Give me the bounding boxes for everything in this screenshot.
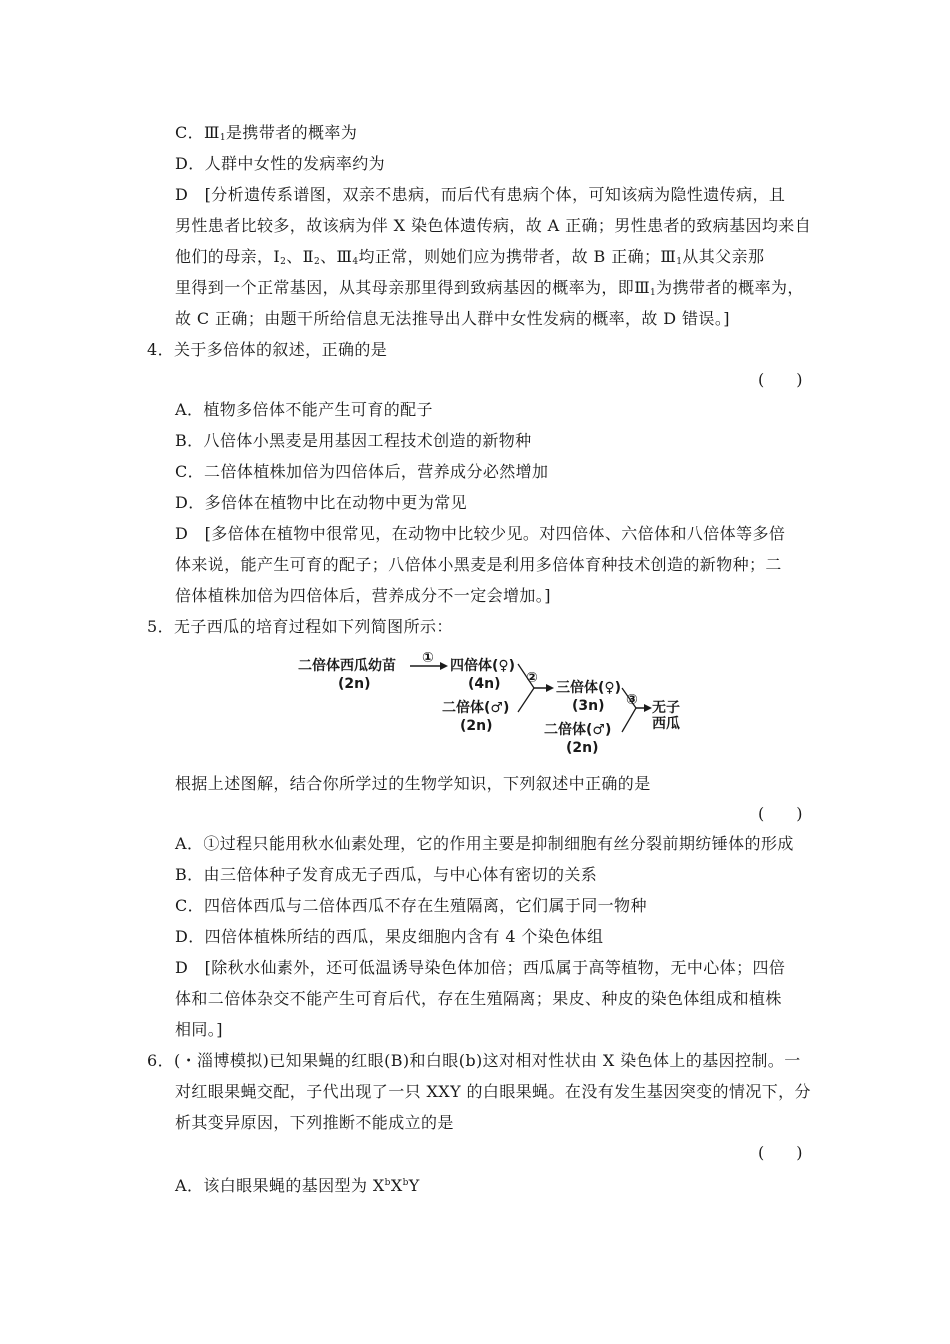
q6-stem-line-2: 对红眼果蝇交配，子代出现了一只 XXY 的白眼果蝇。在没有发生基因突变的情况下，分 bbox=[175, 1082, 811, 1101]
watermelon-breeding-diagram bbox=[290, 650, 690, 760]
diagram-arrowhead-1 bbox=[440, 662, 448, 670]
q3-answer-line-1: D [分析遗传系谱图，双亲不患病，而后代有患病个体，可知该病为隐性遗传病，且 bbox=[175, 185, 786, 204]
q3-option-d: D．人群中女性的发病率约为 bbox=[175, 154, 386, 173]
q5-answer-line-3: 相同。] bbox=[175, 1020, 223, 1039]
q3-answer-line-3: 他们的母亲，$Ⅰ_2$、$Ⅱ_2$、$Ⅲ_4$均正常，则她们应为携带者，故 B 正确；$Ⅲ_1$从其父亲那 bbox=[175, 247, 765, 267]
diagram-diploid-male-1: 二倍体(♂) bbox=[442, 700, 510, 716]
q5-answer-line-1: D [除秋水仙素外，还可低温诱导染色体加倍；西瓜属于高等植物，无中心体；四倍 bbox=[175, 958, 786, 977]
diagram-tetraploid-ploidy: (4n) bbox=[468, 676, 501, 692]
q4-option-b: B．八倍体小黑麦是用基因工程技术创造的新物种 bbox=[175, 431, 532, 450]
q3-option-c: C．$Ⅲ_1$是携带者的概率为 bbox=[175, 123, 358, 143]
diagram-step-2: ② bbox=[526, 670, 538, 686]
q3-answer-line-2: 男性患者比较多，故该病为伴 X 染色体遗传病，故 A 正确；男性患者的致病基因均来自 bbox=[175, 216, 812, 235]
diagram-result-line-1: 无子 bbox=[652, 700, 680, 716]
q3-answer-line-5: 故 C 正确；由题干所给信息无法推导出人群中女性发病的概率，故 D 错误。] bbox=[175, 309, 730, 328]
q5-option-a: A．①过程只能用秋水仙素处理，它的作用主要是抑制细胞有丝分裂前期纺锤体的形成 bbox=[175, 834, 794, 853]
q4-option-c: C．二倍体植株加倍为四倍体后，营养成分必然增加 bbox=[175, 462, 549, 481]
diagram-triploid: 三倍体(♀) bbox=[556, 680, 622, 696]
q5-answer-blank: ( ) bbox=[758, 804, 803, 823]
q4-option-d: D．多倍体在植物中比在动物中更为常见 bbox=[175, 493, 468, 512]
q5-option-d: D．四倍体植株所结的西瓜，果皮细胞内含有 4 个染色体组 bbox=[175, 927, 604, 946]
q5-option-b: B．由三倍体种子发育成无子西瓜，与中心体有密切的关系 bbox=[175, 865, 598, 884]
diagram-result-line-2: 西瓜 bbox=[652, 716, 680, 732]
q5-stem: 5．无子西瓜的培育过程如下列简图所示： bbox=[147, 617, 453, 636]
q4-answer-line-1: D [多倍体在植物中很常见，在动物中比较少见。对四倍体、六倍体和八倍体等多倍 bbox=[175, 524, 786, 543]
diagram-step-3: ③ bbox=[626, 692, 638, 708]
q4-answer-line-2: 体来说，能产生可育的配子；八倍体小黑麦是利用多倍体育种技术创造的新物种；二 bbox=[175, 555, 782, 574]
diagram-triploid-ploidy: (3n) bbox=[572, 698, 605, 714]
q4-option-a: A．植物多倍体不能产生可育的配子 bbox=[175, 400, 433, 419]
diagram-seedling-ploidy: (2n) bbox=[338, 676, 371, 692]
diagram-arrowhead-3 bbox=[644, 704, 652, 712]
diagram-diploid-male-2-ploidy: (2n) bbox=[566, 740, 599, 756]
diagram-diploid-male-1-ploidy: (2n) bbox=[460, 718, 493, 734]
diagram-tetraploid: 四倍体(♀) bbox=[450, 658, 516, 674]
q6-stem-line-1: 6．(・淄博模拟)已知果蝇的红眼(B)和白眼(b)这对相对性状由 X 染色体上的基因控制。一 bbox=[147, 1051, 801, 1070]
diagram-step-1: ① bbox=[422, 650, 434, 666]
q4-answer-line-3: 倍体植株加倍为四倍体后，营养成分不一定会增加。] bbox=[175, 586, 551, 605]
q4-answer-blank: ( ) bbox=[758, 370, 803, 389]
diagram-seedling: 二倍体西瓜幼苗 bbox=[298, 658, 396, 674]
q5-lead: 根据上述图解，结合你所学过的生物学知识，下列叙述中正确的是 bbox=[175, 774, 651, 793]
q6-stem-line-3: 析其变异原因，下列推断不能成立的是 bbox=[175, 1113, 454, 1132]
q3-answer-line-4: 里得到一个正常基因，从其母亲那里得到致病基因的概率为，即$Ⅲ_1$为携带者的概率为， bbox=[175, 278, 804, 298]
q6-option-a: A．该白眼果蝇的基因型为 $X^bX^bY$ bbox=[175, 1176, 420, 1195]
q5-answer-line-2: 体和二倍体杂交不能产生可育后代，存在生殖隔离；果皮、种皮的染色体组成和植株 bbox=[175, 989, 782, 1008]
q6-answer-blank: ( ) bbox=[758, 1143, 803, 1162]
q4-stem: 4．关于多倍体的叙述，正确的是 bbox=[147, 340, 388, 359]
diagram-diploid-male-2: 二倍体(♂) bbox=[544, 722, 612, 738]
diagram-arrowhead-2 bbox=[546, 684, 554, 692]
q5-option-c: C．四倍体西瓜与二倍体西瓜不存在生殖隔离，它们属于同一物种 bbox=[175, 896, 647, 915]
